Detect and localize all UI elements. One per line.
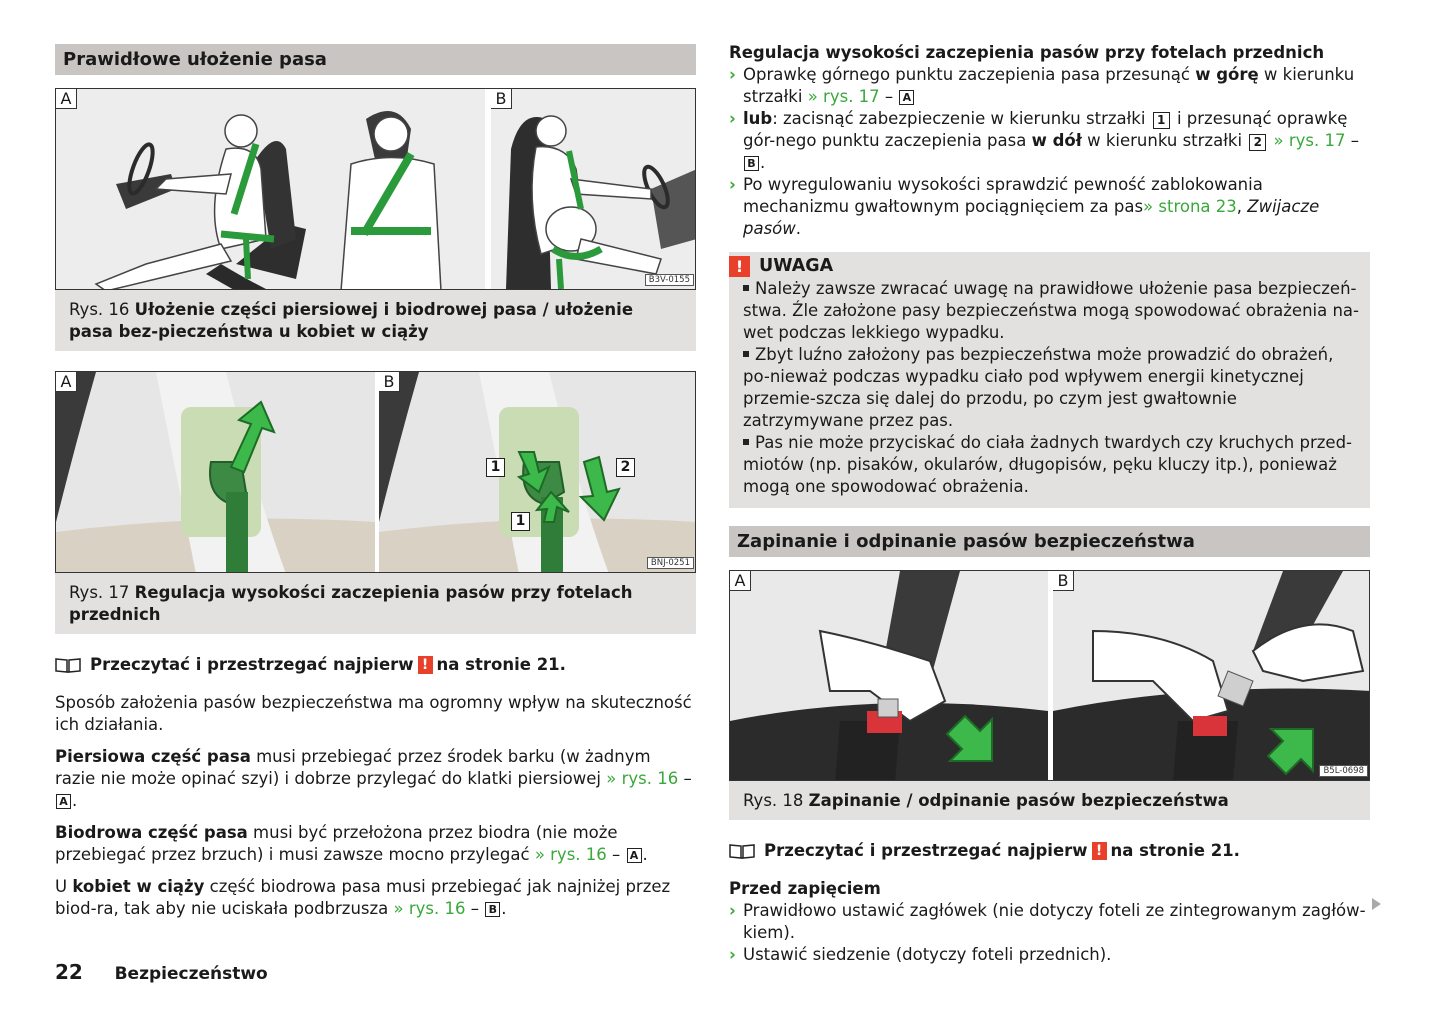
figure-17-panel-a	[56, 372, 375, 572]
figure-link[interactable]: » rys. 16	[393, 899, 466, 918]
section-title-buckling: Zapinanie i odpinanie pasów bezpieczeństwa	[729, 526, 1370, 557]
caption-text: Ułożenie części piersiowej i biodrowej pasa / ułożenie pasa bez-pieczeństwa u kobiet w ciąży	[69, 300, 634, 341]
figure-16-panel-b	[491, 89, 696, 289]
paragraph-chest-belt: Piersiowa część pasa musi przebiegać przez środek barku (w żadnym razie nie może opinać szyi) i dobrze przylegać do klatki piersiowej » rys. 16 – A .	[55, 747, 692, 810]
panel-label: A	[56, 372, 77, 392]
read-first-page-link[interactable]: 21.	[536, 655, 566, 674]
section-title-belt-position: Prawidłowe ułożenie pasa	[55, 44, 696, 75]
panel-label: A	[56, 89, 77, 109]
belt-driver-illustration	[56, 89, 485, 289]
figure-code: BNJ-0251	[647, 557, 694, 569]
list-item: › Prawidłowo ustawić zagłówek (nie dotyczy foteli ze zintegrowanym zagłów-kiem).	[729, 901, 1366, 942]
figure-17-caption	[55, 573, 696, 634]
list-item: › lub: zacisnąć zabezpieczenie w kierunku strzałki 1 i przesunąć oprawkę gór-nego punktu zaczepienia pasa w dół w kierunku strzałki 2 » rys. 17 – B .	[729, 109, 1359, 172]
figure-link[interactable]: » rys. 16	[606, 769, 679, 788]
read-first-note	[729, 840, 1370, 862]
warning-item: Należy zawsze zwracać uwagę na prawidłowe ułożenie pasa bezpieczeń-stwa. Źle założone pasy bezpieczeństwa mogą spowodować obrażenia na-wet podczas lekkiego wypadku.	[743, 279, 1359, 342]
buckle-insert-illustration	[730, 571, 1048, 780]
caption-number: Rys. 16	[69, 300, 130, 319]
page-link[interactable]: » strona 23	[1143, 197, 1237, 216]
panel-label: B	[491, 89, 512, 109]
paragraph-lap-belt: Biodrowa część pasa musi być przełożona przez biodra (nie może przebiegać przez brzuch) i musi zawsze mocno przylegać » rys. 16 – A .	[55, 823, 648, 864]
left-column	[55, 44, 696, 920]
figure-17	[55, 371, 696, 573]
figure-18-panel-b	[1053, 571, 1370, 780]
figure-link[interactable]: » rys. 16	[534, 845, 607, 864]
read-first-post: na stronie	[436, 655, 531, 674]
list-item: › Ustawić siedzenie (dotyczy foteli przednich).	[729, 945, 1112, 964]
panel-label: A	[730, 571, 751, 591]
page-footer	[55, 961, 268, 985]
page-number: 22	[55, 960, 83, 984]
chevron-right-icon: ›	[729, 901, 736, 920]
warning-icon: !	[729, 256, 750, 277]
figure-16	[55, 88, 696, 290]
caption-number: Rys. 17	[69, 583, 130, 602]
warning-icon: !	[418, 656, 433, 674]
footer-section: Bezpieczeństwo	[114, 964, 268, 984]
read-first-page-link[interactable]: 21.	[1210, 841, 1240, 860]
paragraph-intro: Sposób założenia pasów bezpieczeństwa ma ogromny wpływ na skuteczność ich działania.	[55, 693, 692, 734]
warning-item: Zbyt luźno założony pas bezpieczeństwa może prowadzić do obrażeń, po-nieważ podczas wypadku ciało pod wpływem energii kinetycznej przemie-szcza się dalej do przodu, po czym jest gwałtownie zatrzymywane przez pas.	[743, 345, 1334, 430]
book-icon	[729, 843, 755, 859]
chevron-right-icon: ›	[729, 945, 736, 964]
figure-18-caption	[729, 781, 1370, 820]
warning-title: ! UWAGA	[729, 254, 1360, 278]
warning-box	[729, 252, 1370, 508]
warning-item: Pas nie może przyciskać do ciała żadnych twardych czy kruchych przed-miotów (np. pisaków, okularów, długopisów, pęku kluczy itp.), ponieważ mogą one spowodować obrażenia.	[743, 433, 1353, 496]
list-item: › Po wyregulowaniu wysokości sprawdzić pewność zablokowania mechanizmu gwałtownym pociągnięciem za pas» strona 23, Zwijacze pasów.	[729, 175, 1320, 238]
figure-16-caption	[55, 290, 696, 351]
before-buckling-title: Przed zapięciem	[729, 879, 881, 898]
label-1: 1	[486, 458, 505, 477]
figure-18	[729, 570, 1370, 781]
book-icon	[55, 657, 81, 673]
caption-number: Rys. 18	[743, 791, 804, 810]
read-first-note	[55, 654, 696, 676]
chevron-right-icon: ›	[729, 175, 736, 194]
figure-code: B5L-0698	[1319, 765, 1368, 777]
figure-link[interactable]: » rys. 17	[1268, 131, 1346, 150]
paragraph-pregnant: U kobiet w ciąży część biodrowa pasa musi przebiegać jak najniżej przez biod-ra, tak aby nie uciskała podbrzusza » rys. 16 – B .	[55, 877, 671, 918]
panel-label: B	[1053, 571, 1074, 591]
panel-label: B	[379, 372, 400, 392]
figure-link[interactable]: » rys. 17	[807, 87, 880, 106]
warning-icon: !	[1092, 842, 1107, 860]
right-column	[729, 42, 1370, 966]
chevron-right-icon: ›	[729, 109, 736, 128]
label-1b: 1	[511, 512, 530, 531]
figure-code: B3V-0155	[645, 274, 694, 286]
belt-height-down-illustration	[379, 372, 696, 572]
chevron-right-icon: ›	[729, 65, 736, 84]
buckle-release-illustration	[1053, 571, 1370, 780]
belt-height-up-illustration	[56, 372, 375, 572]
label-2: 2	[616, 458, 635, 477]
read-first-text: Przeczytać i przestrzegać najpierw	[90, 655, 414, 674]
list-item: › Oprawkę górnego punktu zaczepienia pasa przesunąć w górę w kierunku strzałki » rys. 17 – A	[729, 65, 1355, 106]
figure-17-panel-b	[379, 372, 696, 572]
height-adjust-title: Regulacja wysokości zaczepienia pasów przy fotelach przednich	[729, 43, 1325, 62]
read-first-post: na stronie	[1110, 841, 1205, 860]
figure-16-panel-a	[56, 89, 485, 289]
caption-text: Regulacja wysokości zaczepienia pasów przy fotelach przednich	[69, 583, 633, 624]
next-page-arrow-icon	[1372, 898, 1381, 910]
read-first-text: Przeczytać i przestrzegać najpierw	[764, 841, 1088, 860]
figure-18-panel-a	[730, 571, 1048, 780]
belt-pregnant-illustration	[491, 89, 696, 289]
caption-text: Zapinanie / odpinanie pasów bezpieczeństwa	[808, 791, 1229, 810]
